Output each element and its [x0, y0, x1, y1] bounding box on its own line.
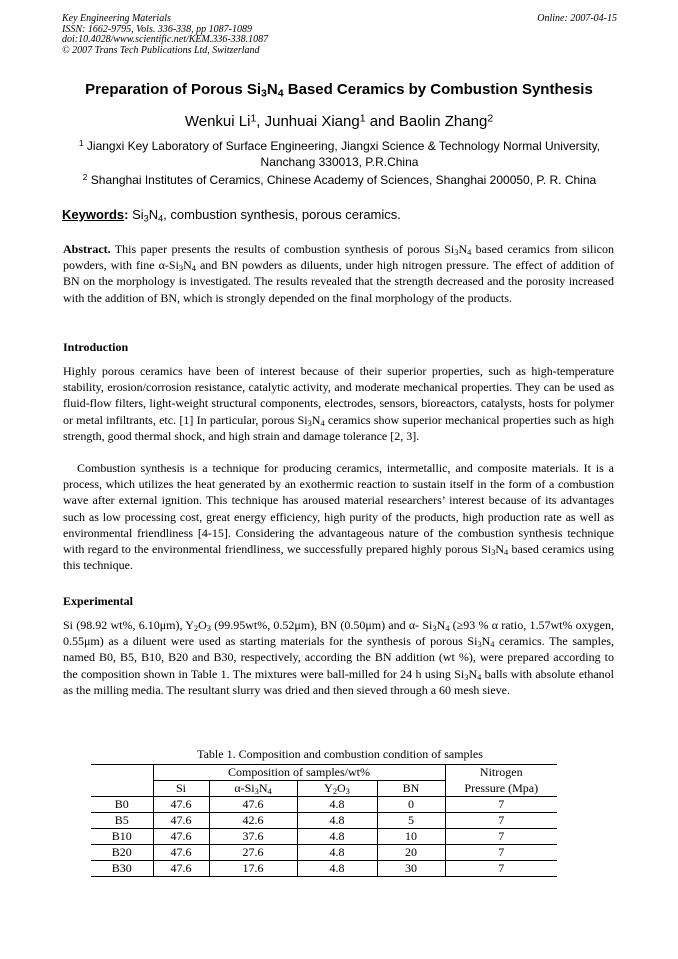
nitrogen-pressure-value: 7: [445, 829, 557, 845]
running-header: [62, 14, 617, 56]
table-row: [91, 813, 557, 829]
table-corner-cell-lower: [91, 781, 153, 797]
si-value: 47.6: [153, 845, 209, 861]
table-corner-cell: [91, 765, 153, 781]
col-header-y2o3: $Y_2O_3$: [297, 781, 377, 797]
alpha-si3n4-value: 27.6: [209, 845, 297, 861]
table-row: [91, 845, 557, 861]
table-caption: Table 1. Composition and combustion condition of samples: [197, 747, 483, 761]
journal-name: Key Engineering Materials: [62, 13, 171, 24]
y2o3-value: 4.8: [297, 845, 377, 861]
table-row: [91, 829, 557, 845]
introduction-paragraph-2: Combustion synthesis is a technique for producing ceramics, intermetallic, and composite materials. It is a process, which utilizes the heat generated by an exothermic reaction to sustain itself in the form of a combustion wave after external ignition. This technique has aroused material researchers’ interest because of its advantages such as low processing cost, great energy efficiency, high purity of the products, high production rate as well as environmental friendliness [4-15]. Considering the advantageous nature of the combustion synthesis technique with regard to the environmental friendliness, we successfully prepared highly porous $Si_3N_4$ based ceramics using this technique.: [63, 461, 615, 573]
si-value: 47.6: [153, 797, 209, 813]
sample-name: B5: [91, 813, 153, 829]
alpha-si3n4-value: 37.6: [209, 829, 297, 845]
nitrogen-header-units: Pressure (Mpa): [445, 781, 557, 797]
bn-value: 30: [377, 861, 445, 877]
keywords-label: Keywords: [62, 207, 125, 222]
alpha-si3n4-value: 42.6: [209, 813, 297, 829]
si-value: 47.6: [153, 813, 209, 829]
si-value: 47.6: [153, 861, 209, 877]
col-header-bn: BN: [377, 781, 445, 797]
experimental-heading: Experimental: [63, 594, 133, 608]
col-header-si: Si: [153, 781, 209, 797]
doi-line: doi:10.4028/www.scientific.net/KEM.336-338.1087: [62, 34, 269, 45]
sample-name: B10: [91, 829, 153, 845]
nitrogen-pressure-value: 7: [445, 813, 557, 829]
si-value: 47.6: [153, 829, 209, 845]
nitrogen-pressure-value: 7: [445, 861, 557, 877]
table-row: [91, 861, 557, 877]
nitrogen-pressure-value: 7: [445, 797, 557, 813]
y2o3-value: 4.8: [297, 861, 377, 877]
y2o3-value: 4.8: [297, 829, 377, 845]
introduction-paragraph-1: Highly porous ceramics have been of interest because of their superior properties, such as high-temperature stability, erosion/corrosion resistance, catalytic activity, and moderate mechanical properties. They can be used as fluid-flow filters, light-weight structural components, electrodes, sensors, bioreactors, catalysts, hosts for polymer or metal infiltrants, etc. [1] In particular, porous $Si_3N_4$ ceramics show superior mechanical properties such as high strength, good thermal shock, and high strain and damage tolerance [2, 3].: [63, 364, 614, 443]
y2o3-value: 4.8: [297, 813, 377, 829]
paper-title: Preparation of Porous $Si_3N_4$ Based Ceramics by Combustion Synthesis: [85, 81, 593, 100]
sample-name: B20: [91, 845, 153, 861]
affiliation-1: $^1$ Jiangxi Key Laboratory of Surface Engineering, Jiangxi Science & Technology Normal University, Nanchang 330013, P.R.China: [78, 138, 601, 169]
composition-table: [91, 764, 557, 877]
col-header-alpha-si3n4: $\alpha-Si_3N_4$: [209, 781, 297, 797]
sample-name: B0: [91, 797, 153, 813]
table-subheader-row: [91, 781, 557, 797]
nitrogen-header: Nitrogen: [445, 765, 557, 781]
keywords: Keywords: $Si_3N_4$, combustion synthesis, porous ceramics.: [62, 207, 401, 224]
copyright-line: © 2007 Trans Tech Publications Ltd, Switzerland: [62, 44, 260, 56]
table-row: [91, 797, 557, 813]
alpha-si3n4-value: 17.6: [209, 861, 297, 877]
alpha-si3n4-value: 47.6: [209, 797, 297, 813]
bn-value: 5: [377, 813, 445, 829]
y2o3-value: 4.8: [297, 797, 377, 813]
experimental-paragraph: Si (98.92 wt%, 6.10μm), $Y_2O_3$ (99.95wt%, 0.52μm), BN (0.50μm) and α- $Si_3N_4$ (≥93 % α ratio, 1.57wt% oxygen, 0.55μm) as a diluent were used as starting materials for the synthesis of porous $Si_3N_4$ ceramics. The samples, named B0, B5, B10, B20 and B30, respectively, according the BN addition (wt %), were prepared according to the composition shown in Table 1. The mixtures were ball-milled for 24 h using $Si_3N_4$ balls with absolute ethanol as the milling media. The resultant slurry was dried and then sieved through a 60 mesh sieve.: [63, 618, 615, 697]
bn-value: 20: [377, 845, 445, 861]
nitrogen-pressure-value: 7: [445, 845, 557, 861]
affiliation-2: $^2$ Shanghai Institutes of Ceramics, Chinese Academy of Sciences, Shanghai 200050, P. R. China: [82, 172, 597, 187]
composition-group-header: Composition of samples/wt%: [153, 765, 445, 781]
bn-value: 0: [377, 797, 445, 813]
online-date: Online: 2007-04-15: [537, 13, 617, 24]
bn-value: 10: [377, 829, 445, 845]
sample-name: B30: [91, 861, 153, 877]
issn-line: ISSN: 1662-9795, Vols. 336-338, pp 1087-1089: [62, 23, 252, 35]
author-list: Wenkui Li$^1$, Junhuai Xiang$^1$ and Baolin Zhang$^2$: [184, 112, 494, 130]
abstract: Abstract. This paper presents the results of combustion synthesis of porous $Si_3N_4$ based ceramics from silicon powders, with fine $\alpha-Si_3N_4$ and BN powders as diluents, under high nitrogen pressure. The effect of addition of BN on the morphology is investigated. The results revealed that the strength decreased and the porosity increased with the addition of BN, which is strongly depended on the final morphology of the products.: [63, 242, 614, 305]
table-header-row: [91, 765, 557, 781]
abstract-label: Abstract.: [63, 242, 111, 256]
introduction-heading: Introduction: [63, 340, 129, 354]
